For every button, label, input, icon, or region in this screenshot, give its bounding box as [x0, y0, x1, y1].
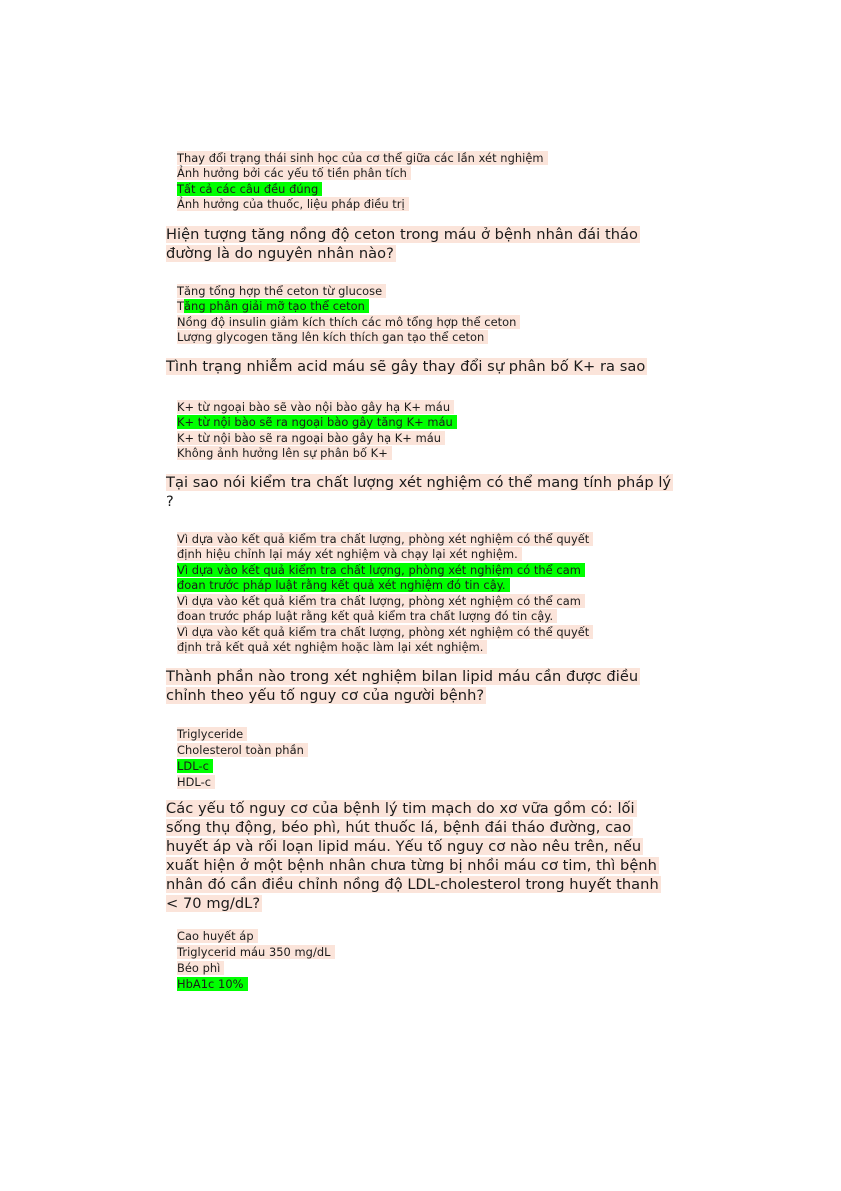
option-text: Vì dựa vào kết quả kiểm tra chất lượng, phòng xét nghiệm có thể cam [177, 594, 585, 608]
option-text: Không ảnh hưởng lên sự phân bố K+ [177, 446, 392, 460]
option-item-correct [177, 759, 213, 774]
option-text: Thay đổi trạng thái sinh học của cơ thể giữa các lần xét nghiệm [177, 151, 548, 165]
option-item [177, 945, 335, 960]
question-line: sống thụ động, béo phì, hút thuốc lá, bệnh đái tháo đường, cao [166, 819, 632, 836]
question-text [166, 473, 673, 511]
question-line: đường là do nguyên nhân nào? [166, 245, 394, 262]
option-text: K+ từ nội bào sẽ ra ngoại bào gây hạ K+ máu [177, 431, 445, 445]
option-item [177, 727, 247, 742]
question-line: nhân đó cần điều chỉnh nồng độ LDL-cholesterol trong huyết thanh [166, 876, 659, 893]
option-item [177, 166, 411, 181]
option-text: Cao huyết áp [177, 929, 258, 943]
option-item [177, 625, 593, 640]
option-item-cont [177, 609, 557, 624]
option-text: Cholesterol toàn phần [177, 743, 308, 757]
question-line: ? [166, 493, 174, 510]
question-line: huyết áp và rối loạn lipid máu. Yếu tố nguy cơ nào nêu trên, nếu [166, 838, 642, 855]
question-line: Tình trạng nhiễm acid máu sẽ gây thay đổi sự phân bố K+ ra sao [166, 358, 646, 375]
question-text [166, 225, 640, 263]
option-item-correct [177, 299, 369, 314]
option-text: K+ từ ngoại bào sẽ vào nội bào gây hạ K+ máu [177, 400, 454, 414]
option-item [177, 284, 386, 299]
option-text: Tất cả các câu đều đúng [177, 182, 322, 196]
question-text [166, 357, 647, 376]
option-text: Triglycerid máu 350 mg/dL [177, 945, 335, 959]
option-item [177, 532, 593, 547]
question-line: xuất hiện ở một bệnh nhân chưa từng bị nhồi máu cơ tim, thì bệnh [166, 857, 657, 874]
question-line: Thành phần nào trong xét nghiệm bilan lipid máu cần được điều [166, 668, 639, 685]
option-item [177, 775, 215, 790]
option-item-correct-cont [177, 578, 510, 593]
option-text: Nồng độ insulin giảm kích thích các mô tổng hợp thể ceton [177, 315, 520, 329]
option-text: Ảnh hưởng bởi các yếu tố tiền phân tích [177, 166, 411, 180]
question-line: Hiện tượng tăng nồng độ ceton trong máu ở bệnh nhân đái tháo [166, 226, 639, 243]
option-text: Vì dựa vào kết quả kiểm tra chất lượng, phòng xét nghiệm có thể quyết [177, 625, 593, 639]
option-item [177, 400, 454, 415]
option-item-correct [177, 977, 248, 992]
option-text: HDL-c [177, 775, 215, 789]
option-text: LDL-c [177, 759, 213, 773]
question-line: Tại sao nói kiểm tra chất lượng xét nghiệm có thể mang tính pháp lý [166, 474, 672, 491]
question-text [166, 667, 640, 705]
option-text: định trả kết quả xét nghiệm hoặc làm lại xét nghiệm. [177, 640, 487, 654]
option-text: Lượng glycogen tăng lên kích thích gan tạo thể ceton [177, 330, 488, 344]
option-text: Ảnh hưởng của thuốc, liệu pháp điều trị [177, 197, 409, 211]
option-text: ăng phân giải mỡ tạo thể ceton [184, 299, 369, 313]
option-item [177, 961, 224, 976]
option-text: đoan trước pháp luật rằng kết quả xét nghiệm đó tin cậy. [177, 578, 510, 592]
option-item [177, 594, 585, 609]
option-text: Tăng tổng hợp thể ceton từ glucose [177, 284, 386, 298]
option-item [177, 929, 258, 944]
option-item-cont [177, 640, 487, 655]
option-item [177, 431, 445, 446]
option-item [177, 743, 308, 758]
option-text: K+ từ nội bào sẽ ra ngoại bào gây tăng K+ máu [177, 415, 457, 429]
option-item-correct [177, 563, 585, 578]
question-line: chỉnh theo yếu tố nguy cơ của người bệnh? [166, 687, 485, 704]
option-text: HbA1c 10% [177, 977, 248, 991]
option-text: đoan trước pháp luật rằng kết quả kiểm tra chất lượng đó tin cậy. [177, 609, 557, 623]
option-item [177, 330, 488, 345]
option-text: Vì dựa vào kết quả kiểm tra chất lượng, phòng xét nghiệm có thể cam [177, 563, 585, 577]
option-item [177, 446, 392, 461]
option-item [177, 315, 520, 330]
option-item [177, 197, 409, 212]
option-item [177, 151, 548, 166]
question-line: Các yếu tố nguy cơ của bệnh lý tim mạch do xơ vữa gồm có: lối [166, 800, 635, 817]
option-text: Vì dựa vào kết quả kiểm tra chất lượng, phòng xét nghiệm có thể quyết [177, 532, 593, 546]
option-item-correct [177, 182, 322, 197]
question-text [166, 799, 661, 913]
option-prefix: T [177, 299, 185, 313]
option-text: Béo phì [177, 961, 224, 975]
question-line: < 70 mg/dL? [166, 895, 261, 912]
option-item-correct [177, 415, 457, 430]
option-text: định hiệu chỉnh lại máy xét nghiệm và chạy lại xét nghiệm. [177, 547, 522, 561]
option-text: Triglyceride [177, 727, 247, 741]
option-item-cont [177, 547, 522, 562]
